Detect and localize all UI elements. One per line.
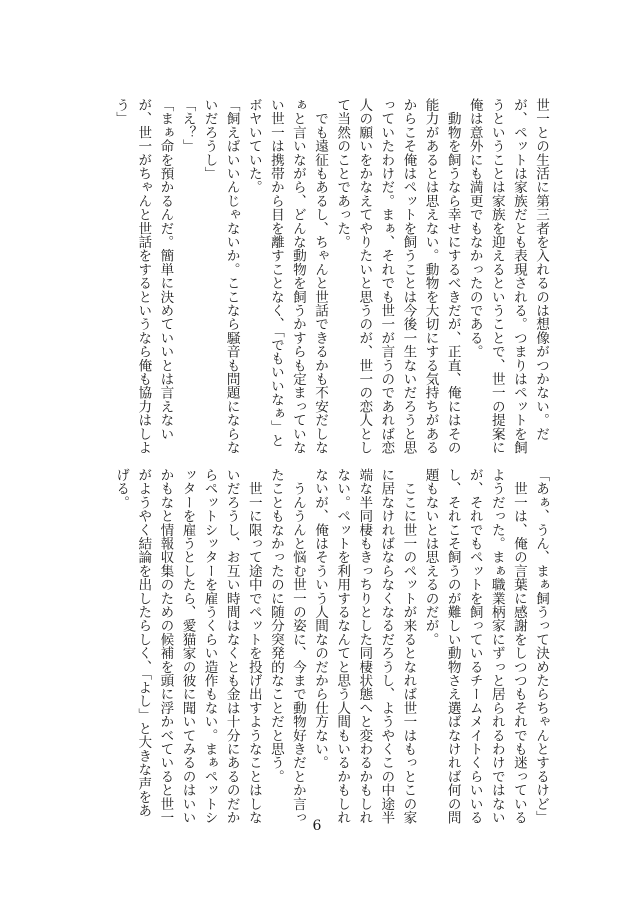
text-line: 題もないとは思えるのだが。: [422, 468, 439, 647]
text-line: ない。ペットを利用するなんてと思う人間もいるかもしれ: [334, 468, 351, 825]
lower-text-block: [110, 468, 552, 825]
text-line: ぁと言いながら、どんな動物を飼うかすらも定まっていな: [289, 98, 306, 455]
text-line: ボヤいていた。: [245, 98, 262, 194]
text-line: い世一は携帯から目を離すことなく、「でもいいなぁ」と: [267, 98, 284, 448]
text-line: が、ペットは家族だとも表現される。つまりはペットを飼: [510, 98, 527, 455]
text-line: ここに世一のペットが来るとなれば世一はもっとこの家: [400, 468, 417, 825]
text-line: うんうんと悩む世一の姿に、今まで動物好きだとか言っ: [289, 468, 306, 825]
page-number: 6: [312, 818, 322, 834]
text-line: に居なければならなくなるだろうし、ようやくこの中途半: [378, 468, 395, 825]
text-line: っていたわけだ。まぁ、それでも世一が言うのであれば恋: [378, 98, 395, 455]
text-line: が、世一がちゃんと世話をするというなら俺も協力はしよ: [135, 98, 152, 455]
text-line: ッターを雇うとしたら、愛猫家の彼に聞いてみるのはいい: [179, 468, 196, 825]
text-line: からこそ俺はペットを飼うことは今後一生ないだろうと思: [400, 98, 417, 455]
text-line: 世一は、俺の言葉に感謝をしつつもそれでも迷っている: [510, 468, 527, 825]
text-line: でも遠征もあるし、ちゃんと世話できるかも不安だしな: [312, 98, 329, 455]
text-line: 「まぁ命を預かるんだ。簡単に決めていいとは言えない: [157, 98, 174, 441]
text-line: 「飼えばいいんじゃないか。ここなら騒音も問題にならな: [223, 98, 240, 455]
text-line: 「あぁ、うん、まぁ飼うって決めたらちゃんとするけど」: [533, 468, 549, 825]
text-line: 「え？」: [179, 98, 196, 153]
text-line: が、それでもペットを飼っているチームメイトくらいいる: [466, 468, 483, 825]
text-line: 世一に限って途中でペットを投げ出すようなことはしな: [245, 468, 262, 825]
text-line: いだろうし、お互い時間はなくとも金は十分にあるのだか: [223, 468, 240, 825]
text-line: 端な半同棲もきっちりとした同棲状態へと変わるかもしれ: [356, 468, 373, 825]
text-line: げる。: [113, 468, 130, 510]
text-line: たこともなかったのに随分突発的なことだと思う。: [267, 468, 284, 784]
text-line: うということは家族を迎えるということで、世一の提案に: [488, 98, 505, 455]
text-line: 世一との生活に第三者を入れるのは想像がつかない。だ: [533, 98, 549, 441]
text-line: らペットシッターを雇うくらい造作もない。まぁペットシ: [201, 468, 218, 825]
upper-text-block: [110, 98, 552, 455]
text-line: 俺は意外にも満更でもなかったのである。: [466, 98, 483, 359]
text-line: 能力があるとは思えない。動物を大切にする気持ちがある: [422, 98, 439, 455]
text-line: かもなと情報収集のための候補を頭に浮かべていると世一: [157, 468, 174, 825]
text-line: 動物を飼うなら幸せにするべきだが、正直、俺にはその: [444, 98, 461, 455]
text-line: いだろうし」: [201, 98, 218, 181]
text-line: がようやく結論を出したらしく、「よし」と大きな声をあ: [135, 468, 152, 818]
text-line: 人の願いをかなえてやりたいと思うのが、世一の恋人とし: [356, 98, 373, 455]
text-line: ないが、俺はそういう人間なのだから仕方ない。: [312, 468, 329, 770]
text-line: う」: [113, 98, 130, 126]
text-line: て当然のことであった。: [334, 98, 351, 249]
text-line: し、それこそ飼うのが難しい動物さえ選ばなければ何の問: [444, 468, 461, 825]
text-line: ようだった。まぁ職業柄家にずっと居られるわけではない: [488, 468, 505, 825]
